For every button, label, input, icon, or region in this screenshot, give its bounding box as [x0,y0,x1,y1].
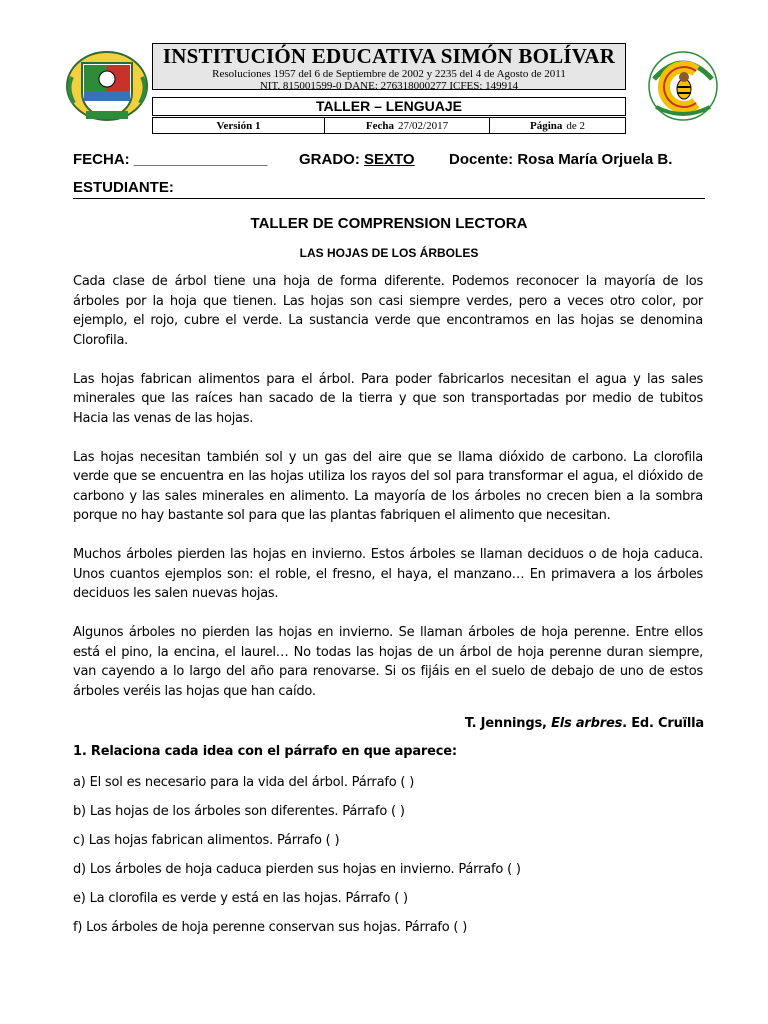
student-field[interactable] [73,178,705,199]
institution-name: INSTITUCIÓN EDUCATIVA SIMÓN BOLÍVAR [162,44,616,68]
page-value: de 2 [566,119,586,132]
school-shield-logo [64,49,150,123]
option-e[interactable]: e) La clorofila es verde y está en las hojas. Párrafo ( ) [73,891,408,906]
citation [465,716,704,731]
version-label: Versión 1 [216,119,261,132]
reading-text [73,272,703,701]
workshop-title: TALLER – LENGUAJE [152,97,626,116]
version-table [152,117,626,134]
teacher-name: Docente: Rosa María Orjuela B. [449,151,673,168]
paragraph-4: Muchos árboles pierden las hojas en invierno. Estos árboles se llaman deciduos o de hoja caduca. Unos cuantos ejemplos son: el roble, el fresno, el haya, el manzano… En primavera a los árboles deciduos les salen nuevas hojas. [73,547,703,601]
student-label: ESTUDIANTE: [73,179,174,196]
option-f[interactable]: f) Los árboles de hoja perenne conservan sus hojas. Párrafo ( ) [73,920,468,935]
institution-header [152,43,626,90]
version-cell [153,118,325,133]
date-value: 27/02/2017 [397,119,449,132]
page-cell [490,118,625,133]
citation-title: Els arbres [551,716,623,731]
institution-ids: NIT. 815001599-0 DANE: 276318000277 ICFES: 149914 [259,80,519,92]
text-subtitle: LAS HOJAS DE LOS ÁRBOLES [299,246,479,260]
form-row [73,151,705,168]
option-b[interactable]: b) Las hojas de los árboles son diferentes. Párrafo ( ) [73,804,405,819]
paragraph-3: Las hojas necesitan también sol y un gas del aire que se llama dióxido de carbono. La clorofila verde que se encuentra en las hojas utiliza los rayos del sol para transformar el agua, el dióxido de carbono y las sales minerales en alimento. La mayoría de los árboles no crecen bien a la sombra porque no hay bastante sol para que las plantas fabriquen el alimento que necesitan. [73,449,703,523]
citation-publisher: . Ed. Cruïlla [622,716,704,731]
answer-options [73,773,521,947]
citation-author: T. Jennings, [464,716,552,731]
bee-mascot-logo [646,49,720,121]
grade-field [299,151,449,168]
paragraph-1: Cada clase de árbol tiene una hoja de forma diferente. Podemos reconocer la mayoría de los árboles por la hoja que tienen. Las hojas son casi siempre verdes, pero a veces otro color, por ejemplo, el rojo, cubre el verde. La sustancia verde que encontramos en las hojas se denomina Clorofila. [73,274,703,348]
page-label: Página [529,119,563,132]
reading-title: TALLER DE COMPRENSION LECTORA [250,215,528,232]
option-c[interactable]: c) Las hojas fabrican alimentos. Párrafo ( ) [73,833,340,848]
date-field[interactable]: FECHA: ________________ [73,151,268,168]
grade-label: GRADO: [299,151,360,168]
institution-resolutions: Resoluciones 1957 del 6 de Septiembre de 2002 y 2235 del 4 de Agosto de 2011 [212,68,566,80]
question-1: 1. Relaciona cada idea con el párrafo en que aparece: [73,744,457,759]
grade-value: SEXTO [364,151,415,168]
paragraph-2: Las hojas fabrican alimentos para el árbol. Para poder fabricarlos necesitan el agua y las sales minerales que las raíces han sacado de la tierra y que son transportadas por medio de tubitos Hacia las venas de las hojas. [73,371,703,426]
date-label: Fecha [365,119,394,132]
option-a[interactable]: a) El sol es necesario para la vida del árbol. Párrafo ( ) [73,775,415,790]
date-cell [325,118,490,133]
option-d[interactable]: d) Los árboles de hoja caduca pierden sus hojas en invierno. Párrafo ( ) [73,862,521,877]
paragraph-5: Algunos árboles no pierden las hojas en invierno. Se llaman árboles de hoja perenne. Entre ellos está el pino, la encina, el laurel… No todas las hojas de un árbol de hoja perenne duran siempre, van cayendo a lo largo del año para renovarse. Si os fijáis en el suelo de debajo de uno de estos árboles veréis las hojas que han caído. [73,625,703,699]
